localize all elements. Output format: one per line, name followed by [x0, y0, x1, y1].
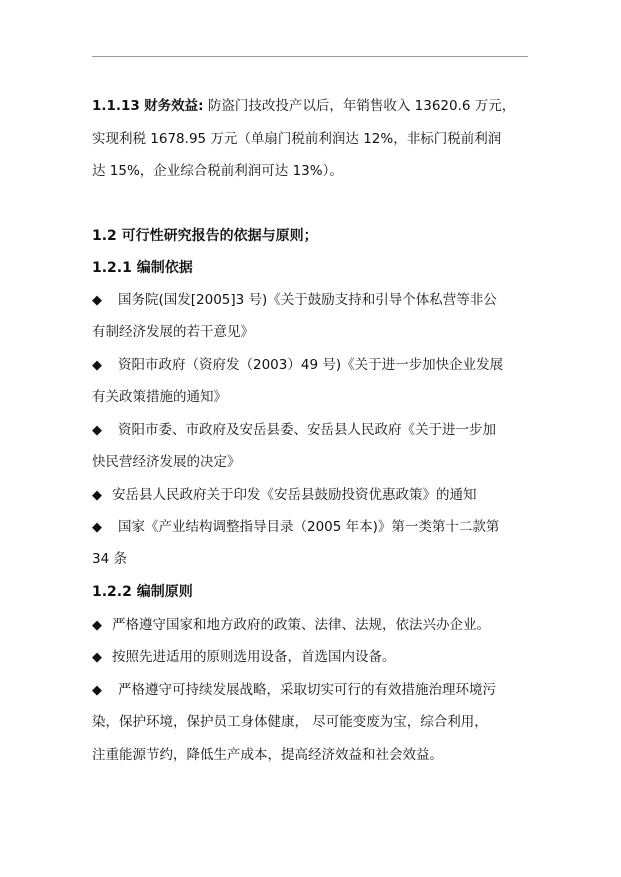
basis-item-1-line-1: ◆ 国务院(国发[2005]3 号)《关于鼓励支持和引导个体私营等非公	[92, 292, 497, 308]
principle-item-3-line-2: 染，保护环境，保护员工身体健康， 尽可能变废为宝，综合利用，	[92, 714, 488, 730]
basis-item-3-line-2: 快民营经济发展的决定》	[92, 454, 241, 470]
bullet-diamond-icon: ◆	[92, 488, 102, 503]
bullet-diamond-icon: ◆	[92, 683, 102, 698]
heading-1-2-1: 1.2.1 编制依据	[92, 260, 193, 276]
bullet-diamond-icon: ◆	[92, 423, 102, 438]
basis-item-4-line-1: ◆ 安岳县人民政府关于印发《安岳县鼓励投资优惠政策》的通知	[92, 487, 477, 503]
bullet-diamond-icon: ◆	[92, 520, 102, 535]
principle-item-2-line-1: ◆ 按照先进适用的原则选用设备，首选国内设备。	[92, 649, 396, 665]
section-1-1-13-line-1	[92, 97, 532, 115]
heading-1-2: 1.2 可行性研究报告的依据与原则；	[92, 228, 318, 244]
bullet-diamond-icon: ◆	[92, 293, 102, 308]
basis-item-1-line-2: 有制经济发展的若干意见》	[92, 324, 254, 340]
basis-item-5-line-1: ◆ 国家《产业结构调整指导目录（2005 年本)》第一类第十二款第	[92, 519, 500, 535]
basis-item-3-line-1: ◆ 资阳市委、市政府及安岳县委、安岳县人民政府《关于进一步加	[92, 422, 496, 438]
principle-item-3-line-1: ◆ 严格遵守可持续发展战略，采取切实可行的有效措施治理环境污	[92, 682, 496, 698]
basis-item-5-line-2: 34 条	[92, 551, 127, 567]
principle-item-3-line-3: 注重能源节约，降低生产成本，提高经济效益和社会效益。	[92, 747, 443, 763]
section-number: 1.1.13	[92, 98, 140, 114]
header-rule	[92, 56, 528, 57]
basis-item-2-line-2: 有关政策措施的通知》	[92, 389, 227, 405]
principle-item-1-line-1: ◆ 严格遵守国家和地方政府的政策、法律、法规，依法兴办企业。	[92, 617, 490, 633]
basis-item-2-line-1: ◆ 资阳市政府（资府发（2003）49 号)《关于进一步加快企业发展	[92, 357, 504, 373]
bullet-diamond-icon: ◆	[92, 618, 102, 633]
section-title: 财务效益:	[144, 98, 204, 114]
heading-1-2-2: 1.2.2 编制原则	[92, 584, 193, 600]
section-1-1-13-line-2: 实现利税 1678.95 万元（单扇门税前利润达 12%，非标门税前利润	[92, 131, 502, 147]
section-1-1-13-line-3: 达 15%，企业综合税前利润可达 13%）。	[92, 163, 343, 179]
paragraph-text: 防盗门技改投产以后，年销售收入 13620.6 万元，	[207, 98, 516, 114]
bullet-diamond-icon: ◆	[92, 650, 102, 665]
bullet-diamond-icon: ◆	[92, 358, 102, 373]
